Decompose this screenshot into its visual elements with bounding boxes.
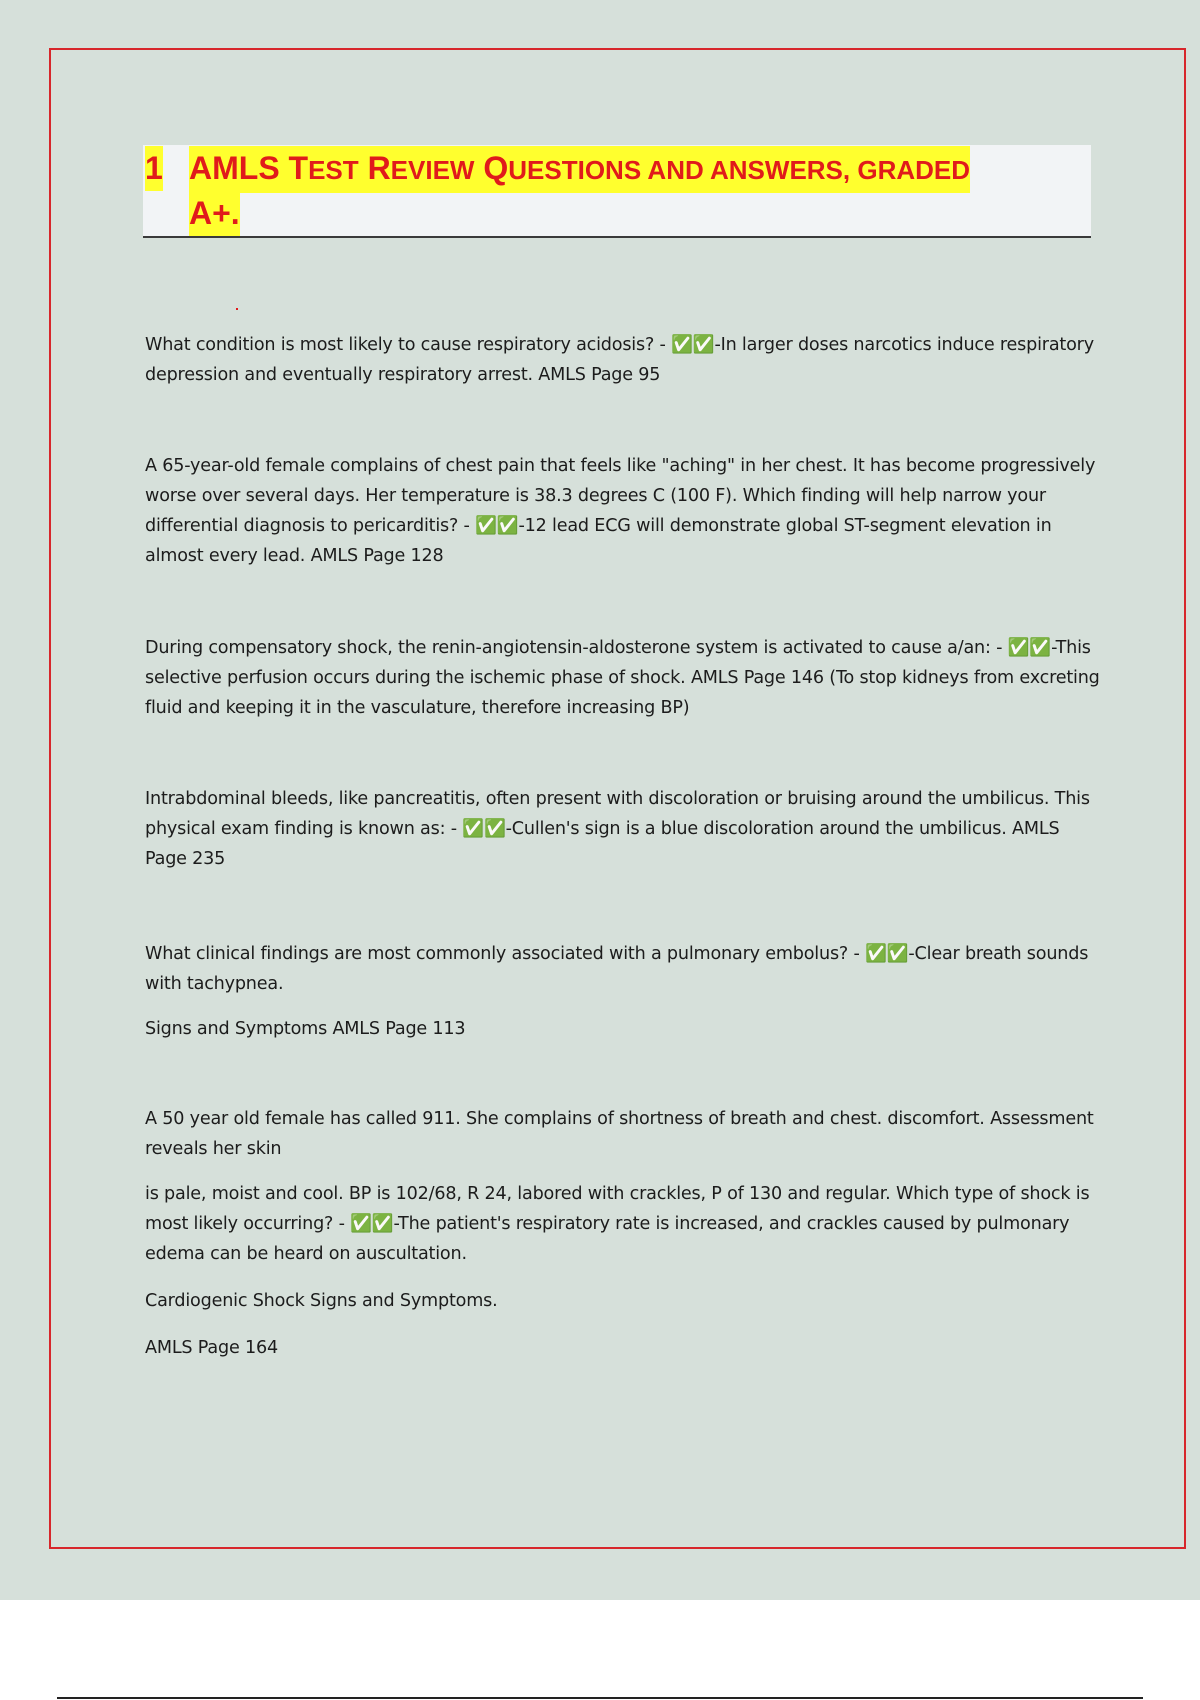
heading-line-2: A+. — [189, 191, 240, 236]
answer-reference-page-113: Signs and Symptoms AMLS Page 113 — [145, 1019, 466, 1039]
question-shock-type-details: is pale, moist and cool. BP is 102/68, R 24, labored with crackles, P of 130 and regular. Which type of shock is most likely occurring? - ✅✅-The patient's respiratory rate is increased, and crackles caused by pulmonary edema can be heard on auscultation. — [145, 1184, 1090, 1264]
question-cullens-sign: Intrabdominal bleeds, like pancreatitis, often present with discoloration or bruising around the umbilicus. This physical exam finding is known as: - ✅✅-Cullen's sign is a blue discoloration around the umbilicus. AMLS Page 235 — [145, 789, 1090, 869]
question-respiratory-acidosis: What condition is most likely to cause respiratory acidosis? - ✅✅-In larger doses narcotics induce respiratory depression and eventually respiratory arrest. AMLS Page 95 — [145, 335, 1094, 385]
answer-cardiogenic-shock: Cardiogenic Shock Signs and Symptoms. — [145, 1291, 498, 1311]
heading-number: 1 — [145, 146, 163, 191]
question-shock-type-intro: A 50 year old female has called 911. She complains of shortness of breath and chest. discomfort. Assessment reveals her skin — [145, 1109, 1094, 1159]
heading-line-1: AMLS TEST REVIEW QUESTIONS AND ANSWERS, GRADED — [189, 146, 970, 193]
footer-rule — [57, 1697, 1143, 1699]
question-pericarditis: A 65-year-old female complains of chest pain that feels like "aching" in her chest. It has become progressively worse over several days. Her temperature is 38.3 degrees C (100 F). Which finding will help narrow your differential diagnosis to pericarditis? - ✅✅-12 lead ECG will demonstrate global ST-segment elevation in almost every lead. AMLS Page 128 — [145, 456, 1096, 566]
question-pulmonary-embolus: What clinical findings are most commonly associated with a pulmonary embolus? - ✅✅-Clear breath sounds with tachypnea. — [145, 944, 1089, 994]
question-compensatory-shock: During compensatory shock, the renin-angiotensin-aldosterone system is activated to cause a/an: - ✅✅-This selective perfusion occurs during the ischemic phase of shock. AMLS Page 146 (To stop kidneys from excreting fluid and keeping it in the vasculature, therefore increasing BP) — [145, 638, 1100, 718]
answer-reference-page-164: AMLS Page 164 — [145, 1338, 278, 1358]
red-dot-mark — [236, 308, 238, 310]
